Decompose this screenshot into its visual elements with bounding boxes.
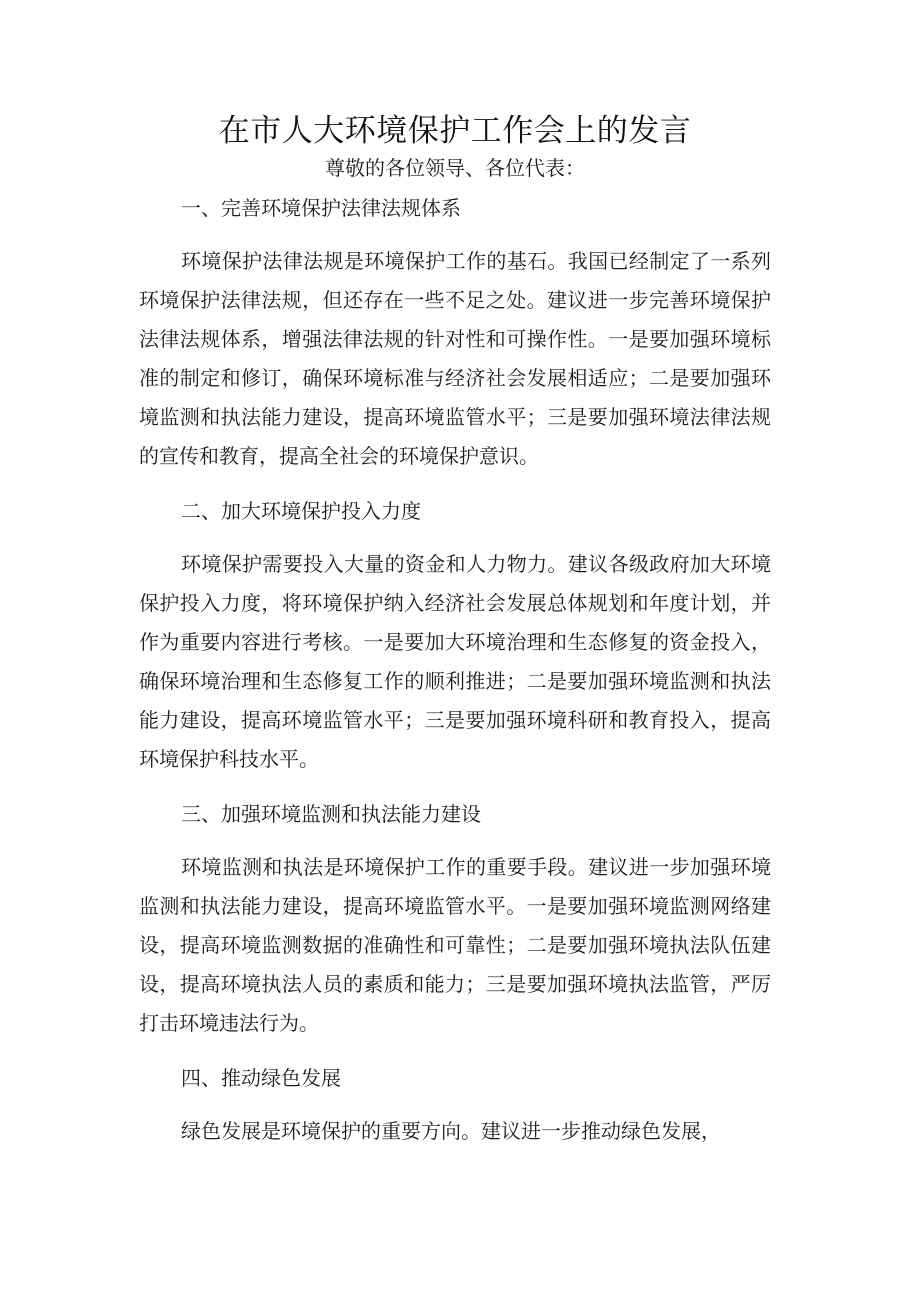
section-legal-system xyxy=(139,195,771,476)
section-heading: 二、加大环境保护投入力度 xyxy=(181,499,421,523)
salutation: 尊敬的各位领导、各位代表： xyxy=(325,156,585,180)
section-green-development xyxy=(139,1065,771,1151)
section-heading: 一、完善环境保护法律法规体系 xyxy=(181,196,461,220)
section-paragraph: 环境保护法律法规是环境保护工作的基石。我国已经制定了一系列环境保护法律法规，但还存在一些不足之处。建议进一步完善环境保护法律法规体系，增强法律法规的针对性和可操作性。一是要加强环境标准的制定和修订，确保环境标准与经济社会发展相适应；二是要加强环境监测和执法能力建设，提高环境监管水平；三是要加强环境法律法规的宣传和教育，提高全社会的环境保护意识。 xyxy=(139,249,771,468)
section-paragraph: 环境保护需要投入大量的资金和人力物力。建议各级政府加大环境保护投入力度，将环境保护纳入经济社会发展总体规划和年度计划，并作为重要内容进行考核。一是要加大环境治理和生态修复的资金投入，确保环境治理和生态修复工作的顺利推进；二是要加强环境监测和执法能力建设，提高环境监管水平；三是要加强环境科研和教育投入，提高环境保护科技水平。 xyxy=(139,552,771,771)
section-heading: 四、推动绿色发展 xyxy=(181,1066,341,1090)
section-heading: 三、加强环境监测和执法能力建设 xyxy=(181,802,481,826)
section-paragraph: 环境监测和执法是环境保护工作的重要手段。建议进一步加强环境监测和执法能力建设，提高环境监管水平。一是要加强环境监测网络建设，提高环境监测数据的准确性和可靠性；二是要加强环境执法队伍建设，提高环境执法人员的素质和能力；三是要加强环境执法监管，严厉打击环境违法行为。 xyxy=(139,855,771,1035)
section-paragraph: 绿色发展是环境保护的重要方向。建议进一步推动绿色发展， xyxy=(181,1119,721,1143)
section-monitoring-enforcement xyxy=(139,801,771,1043)
document-content xyxy=(139,108,771,1173)
document-title: 在市人大环境保护工作会上的发言 xyxy=(218,113,692,149)
section-investment xyxy=(139,498,771,779)
